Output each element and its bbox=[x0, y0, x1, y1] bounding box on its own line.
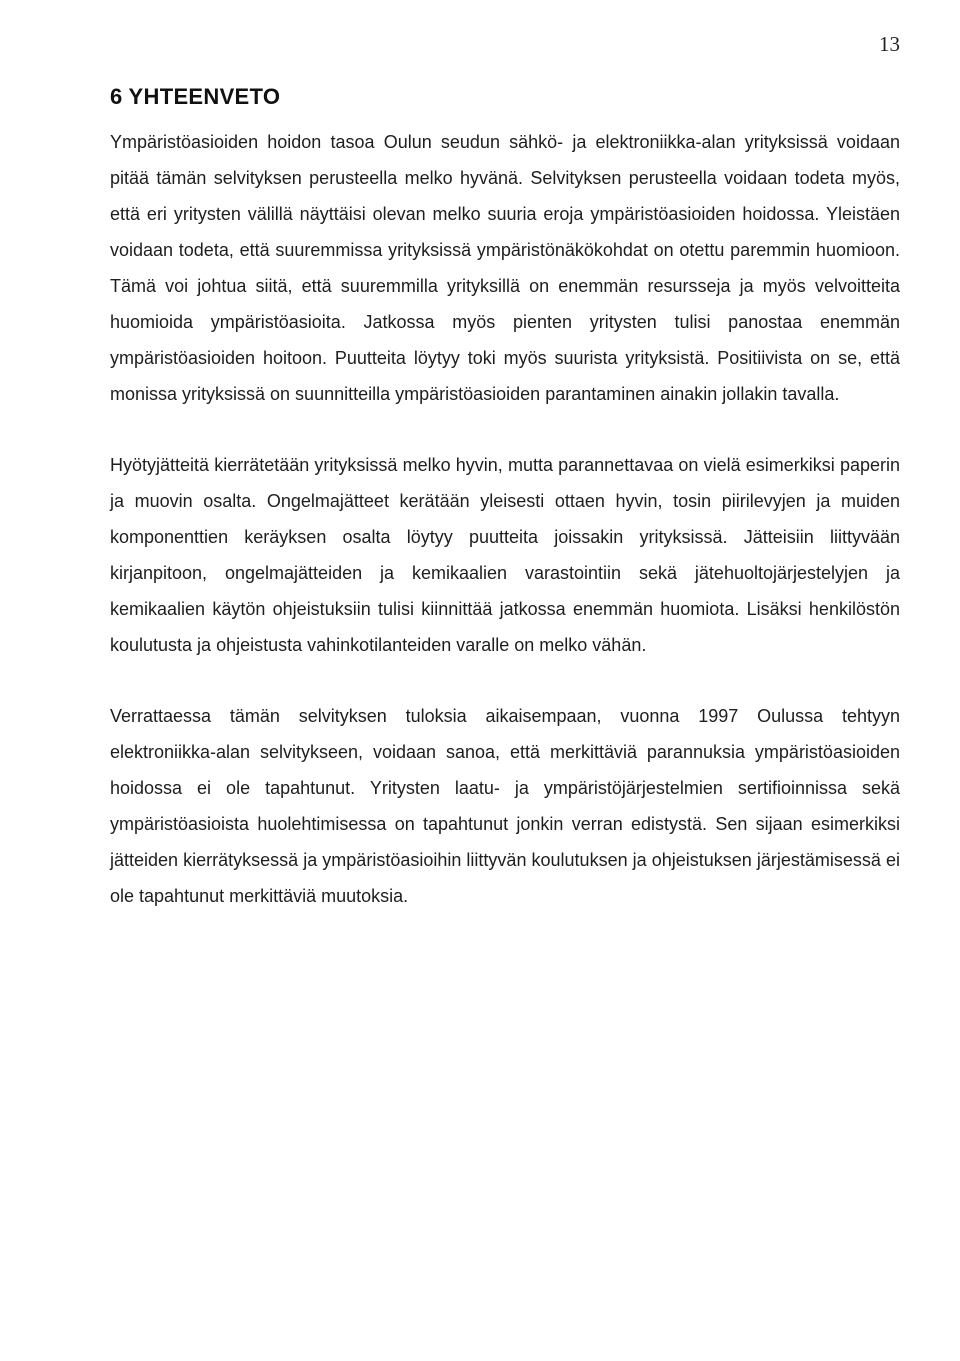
paragraph-waste-management: Hyötyjätteitä kierrätetään yrityksissä melko hyvin, mutta parannettavaa on vielä esimerkiksi paperin ja muovin osalta. Ongelmajätteet kerätään yleisesti ottaen hyvin, tosin piirilevyjen ja muiden komponenttien keräyksen osalta löytyy puutteita joissakin yrityksissä. Jätteisiin liittyvään kirjanpitoon, ongelmajätteiden ja kemikaalien varastointiin sekä jätehuoltojärjestelyjen ja kemikaalien käytön ohjeistuksiin tulisi kiinnittää jatkossa enemmän huomiota. Lisäksi henkilöstön koulutusta ja ohjeistusta vahinkotilanteiden varalle on melko vähän. bbox=[110, 455, 900, 655]
paragraph-summary-overview: Ympäristöasioiden hoidon tasoa Oulun seudun sähkö- ja elektroniikka-alan yrityksissä voidaan pitää tämän selvityksen perusteella melko hyvänä. Selvityksen perusteella voidaan todeta myös, että eri yritysten välillä näyttäisi olevan melko suuria eroja ympäristöasioiden hoidossa. Yleistäen voidaan todeta, että suuremmissa yrityksissä ympäristönäkökohdat on otettu paremmin huomioon. Tämä voi johtua siitä, että suuremmilla yrityksillä on enemmän resursseja ja myös velvoitteita huomioida ympäristöasioita. Jatkossa myös pienten yritysten tulisi panostaa enemmän ympäristöasioiden hoitoon. Puutteita löytyy toki myös suurista yrityksistä. Positiivista on se, että monissa yrityksissä on suunnitteilla ympäristöasioiden parantaminen ainakin jollakin tavalla. bbox=[110, 132, 900, 404]
section-heading: 6 YHTEENVETO bbox=[110, 84, 281, 109]
page-number: 13 bbox=[879, 32, 900, 56]
section-body bbox=[110, 124, 900, 949]
paragraph-comparison-1997: Verrattaessa tämän selvityksen tuloksia aikaisempaan, vuonna 1997 Oulussa tehtyyn elektroniikka-alan selvitykseen, voidaan sanoa, että merkittäviä parannuksia ympäristöasioiden hoidossa ei ole tapahtunut. Yritysten laatu- ja ympäristöjärjestelmien sertifioinnissa sekä ympäristöasioista huolehtimisessa on tapahtunut jonkin verran edistystä. Sen sijaan esimerkiksi jätteiden kierrätyksessä ja ympäristöasioihin liittyvän koulutuksen ja ohjeistuksen järjestämisessä ei ole tapahtunut merkittäviä muutoksia. bbox=[110, 706, 900, 906]
